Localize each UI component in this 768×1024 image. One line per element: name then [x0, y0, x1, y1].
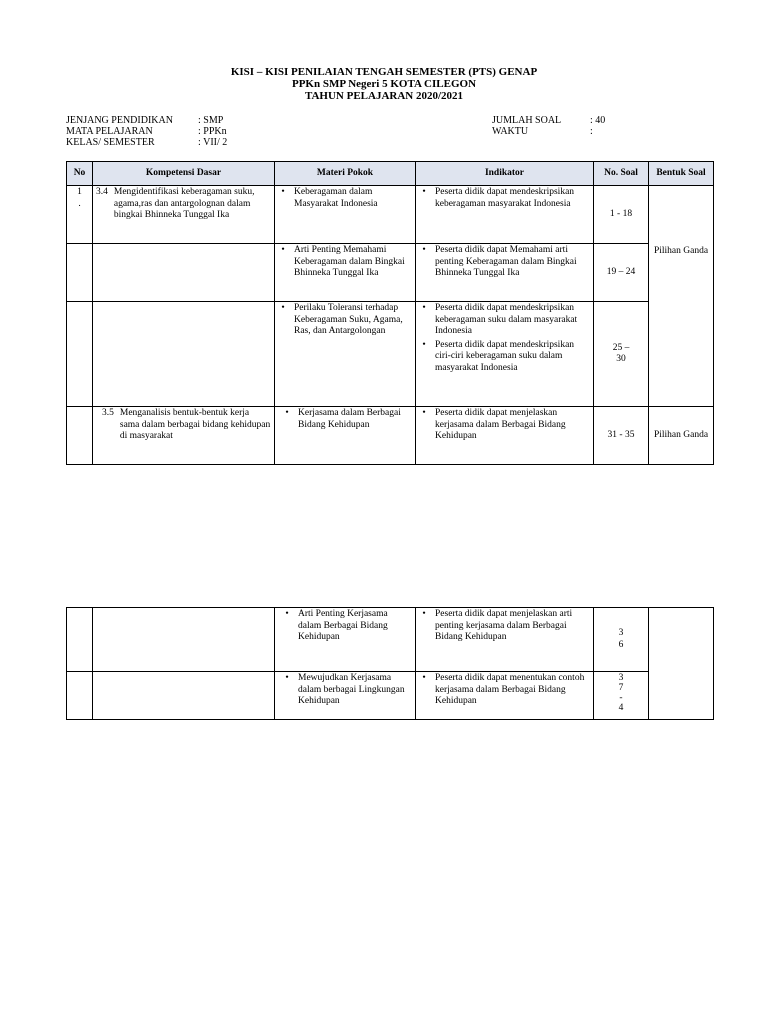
kompetensi-cell-empty: [93, 608, 275, 672]
kisi-kisi-table-continued: [66, 607, 714, 720]
kd-text: Mengidentifikasi keberagaman suku, agama,ras dan antargolognan dalam bingkai Bhinneka Tunggal Ika: [113, 187, 255, 220]
materi-cell: [275, 672, 416, 720]
no-soal-cell: 1 - 18: [594, 186, 649, 244]
bullet-icon: •: [422, 609, 426, 619]
no-soal-cell: 3 6: [594, 608, 649, 672]
jenjang-value: : SMP: [198, 115, 224, 126]
table-row: [67, 608, 714, 672]
materi-text: Arti Penting Kerjasama dalam Berbagai Bidang Kehidupan: [298, 609, 388, 642]
materi-cell: [275, 244, 416, 302]
jumlah-soal-value: : 40: [590, 115, 606, 126]
indikator-cell: [416, 186, 594, 244]
bullet-icon: •: [422, 303, 426, 313]
jumlah-soal-label: JUMLAH SOAL: [492, 115, 562, 126]
waktu-label: WAKTU: [492, 126, 529, 137]
indikator-cell: [416, 407, 594, 465]
row-number: 1 .: [67, 186, 93, 244]
bullet-icon: •: [422, 408, 426, 418]
table-row: [67, 302, 714, 407]
bullet-icon: •: [285, 673, 289, 683]
jenjang-label: JENJANG PENDIDIKAN: [66, 115, 173, 126]
indikator-text: Peserta didik dapat mendeskripsikan keberagaman masyarakat Indonesia: [435, 187, 575, 209]
indikator-text: Peserta didik dapat menentukan contoh kerjasama dalam Berbagai Bidang Kehidupan: [435, 673, 585, 706]
bullet-icon: •: [281, 187, 285, 197]
no-soal-cell: 25 – 30: [594, 302, 649, 407]
materi-text: Mewujudkan Kerjasama dalam berbagai Lingkungan Kehidupan: [298, 673, 405, 706]
bullet-icon: •: [422, 339, 426, 350]
header-bentuk-soal: Bentuk Soal: [649, 162, 714, 186]
mapel-value: : PPKn: [198, 126, 227, 137]
materi-text: Kerjasama dalam Berbagai Bidang Kehidupan: [298, 408, 401, 430]
table-row: [67, 244, 714, 302]
header-indikator: Indikator: [416, 162, 594, 186]
kompetensi-cell-empty: [93, 244, 275, 302]
row-number-empty: [67, 244, 93, 302]
bullet-icon: •: [285, 609, 289, 619]
bullet-icon: •: [422, 673, 426, 683]
waktu-value: :: [590, 126, 593, 137]
bentuk-soal-cell-empty: [649, 608, 714, 720]
bullet-icon: •: [285, 408, 289, 418]
indikator-cell: [416, 302, 594, 407]
doc-title-line1: KISI – KISI PENILAIAN TENGAH SEMESTER (PTS) GENAP: [230, 66, 538, 78]
bullet-icon: •: [281, 245, 285, 255]
indikator-text: Peserta didik dapat menjelaskan arti penting kerjasama dalam Berbagai Bidang Kehidupan: [435, 609, 573, 642]
kompetensi-cell-empty: [93, 302, 275, 407]
no-soal-cell: 3 7 - 4: [594, 672, 649, 720]
table-row: [67, 186, 714, 244]
no-soal-cell: 19 – 24: [594, 244, 649, 302]
table-row: [67, 672, 714, 720]
bullet-icon: •: [422, 187, 426, 197]
indikator-cell: [416, 672, 594, 720]
bentuk-soal-merged: Pilihan Ganda: [649, 186, 714, 407]
indikator-text: Peserta didik dapat mendeskripsikan keberagaman suku dalam masyarakat Indonesia: [435, 303, 578, 336]
materi-cell: [275, 608, 416, 672]
bullet-icon: •: [281, 303, 285, 313]
kd-number: 3.5: [102, 408, 114, 418]
bentuk-soal-cell: Pilihan Ganda: [649, 407, 714, 465]
doc-title-line2: PPKn SMP Negeri 5 KOTA CILEGON: [291, 78, 477, 90]
header-no: No: [67, 162, 93, 186]
doc-title-line3: TAHUN PELAJARAN 2020/2021: [304, 90, 464, 102]
kelas-value: : VII/ 2: [198, 137, 228, 148]
header-kompetensi: Kompetensi Dasar: [93, 162, 275, 186]
indikator-cell: [416, 608, 594, 672]
materi-text: Arti Penting Memahami Keberagaman dalam Bingkai Bhinneka Tunggal Ika: [294, 245, 405, 278]
kd-text: Menganalisis bentuk-bentuk kerja sama dalam berbagai bidang kehidupan di masyarakat: [119, 408, 271, 441]
indikator-text: Peserta didik dapat mendeskripsikan ciri-ciri keberagaman suku dalam masyarakat Indonesia: [435, 339, 575, 373]
mapel-label: MATA PELAJARAN: [66, 126, 153, 137]
kelas-label: KELAS/ SEMESTER: [66, 137, 155, 148]
materi-text: Keberagaman dalam Masyarakat Indonesia: [294, 187, 378, 209]
row-number-empty: [67, 302, 93, 407]
no-soal-cell: 31 - 35: [594, 407, 649, 465]
bullet-icon: •: [422, 245, 426, 255]
table-row: [67, 407, 714, 465]
indikator-text: Peserta didik dapat Memahami arti penting Keberagaman dalam Bingkai Bhinneka Tunggal Ika: [435, 245, 577, 278]
kisi-kisi-table: [66, 161, 714, 465]
header-materi: Materi Pokok: [275, 162, 416, 186]
materi-cell: [275, 186, 416, 244]
kd-number: 3.4: [96, 187, 108, 197]
materi-cell: [275, 302, 416, 407]
materi-cell: [275, 407, 416, 465]
materi-text: Perilaku Toleransi terhadap Keberagaman Suku, Agama, Ras, dan Antargolongan: [294, 303, 403, 336]
indikator-text: Peserta didik dapat menjelaskan kerjasama dalam Berbagai Bidang Kehidupan: [435, 408, 566, 441]
kompetensi-cell: [93, 407, 275, 465]
kompetensi-cell: [93, 186, 275, 244]
row-number-empty: [67, 608, 93, 672]
header-no-soal: No. Soal: [594, 162, 649, 186]
kompetensi-cell-empty: [93, 672, 275, 720]
table-header-row: [67, 162, 714, 186]
indikator-cell: [416, 244, 594, 302]
row-number-empty: [67, 672, 93, 720]
row-number-empty: [67, 407, 93, 465]
